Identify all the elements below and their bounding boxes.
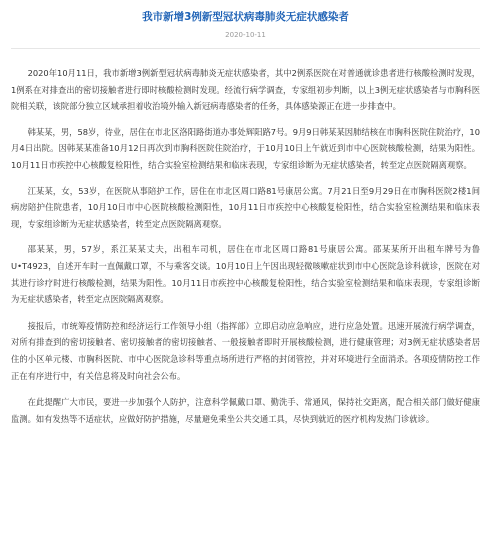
article-paragraph-3: 江某某，女，53岁，在医院从事陪护工作，居住在市北区周口路81号康居公寓。7月21日至9月29日在市胸科医院2楼1间病房陪护住院患者，10月10日市中心医院核酸检测阳性，10月11日市疾控中心核酸复检阳性，结合实验室检测结果和临床表现，专家组诊断为无症状感染者，转至定点医院隔离观察。	[11, 185, 480, 229]
article-paragraph-5: 接报后，市统筹疫情防控和经济运行工作领导小组（指挥部）立即启动应急响应，进行应急处置。迅速开展流行病学调查，对所有排查到的密切接触者、密切接触者的密切接触者、一般接触者即时开展核酸检测，进行健康管理；对3例无症状感染者居住的小区单元楼、市胸科医院、市中心医院急诊科等重点场所进行严格的封闭管控，并对环境进行全面消杀。各项疫情防控工作正在有序进行中，有关信息将及时向社会公布。	[11, 320, 480, 381]
article-body	[11, 65, 480, 427]
article-title: 我市新增3例新型冠状病毒肺炎无症状感染者	[142, 11, 349, 23]
article-paragraph-2: 韩某某，男，58岁，待业，居住在市北区洛阳路街道办事处辉阳路7号。9月9日韩某某因肺结核在市胸科医院住院治疗，10月4日出院。因韩某某准备10月12日再次到市胸科医院住院治疗，于10月10日上午就近到市中心医院核酸检测，结果为阳性。10月11日市疾控中心核酸复检阳性，结合实验室检测结果和临床表现，专家组诊断为无症状感染者，转至定点医院隔离观察。	[11, 126, 480, 170]
article-paragraph-1: 2020年10月11日，我市新增3例新型冠状病毒肺炎无症状感染者，其中2例系医院在对普通就诊患者进行核酸检测时发现，1例系在对排查出的密切接触者进行即时核酸检测时发现。经流行病学调查，专家组初步判断，以上3例无症状感染者与市胸科医院相关联，该院部分独立区域承担着收治境外输入新冠病毒感染者的任务，具体感染源正在进一步排查中。	[11, 68, 480, 112]
article-paragraph-4: 邵某某，男，57岁，系江某某丈夫，出租车司机，居住在市北区周口路81号康居公寓。邵某某所开出租车牌号为鲁U•T4923，自述开车时一直佩戴口罩，不与乘客交谈。10月10日上午因出现轻微咳嗽症状到市中心医院急诊科就诊，医院在对其进行诊疗时进行核酸检测，结果为阳性。10月11日市疾控中心核酸复检阳性，结合实验室检测结果和临床表现，专家组诊断为无症状感染者，转至定点医院隔离观察。	[11, 244, 480, 305]
article-date: 2020-10-11	[225, 31, 266, 39]
title-divider	[11, 48, 480, 49]
article-paragraph-6: 在此提醒广大市民，要进一步加强个人防护，注意科学佩戴口罩、勤洗手、常通风，保持社交距离，配合相关部门做好健康监测。如有发热等不适症状，应做好防护措施，尽量避免乘坐公共交通工具，尽快到就近的医疗机构发热门诊就诊。	[11, 397, 480, 424]
